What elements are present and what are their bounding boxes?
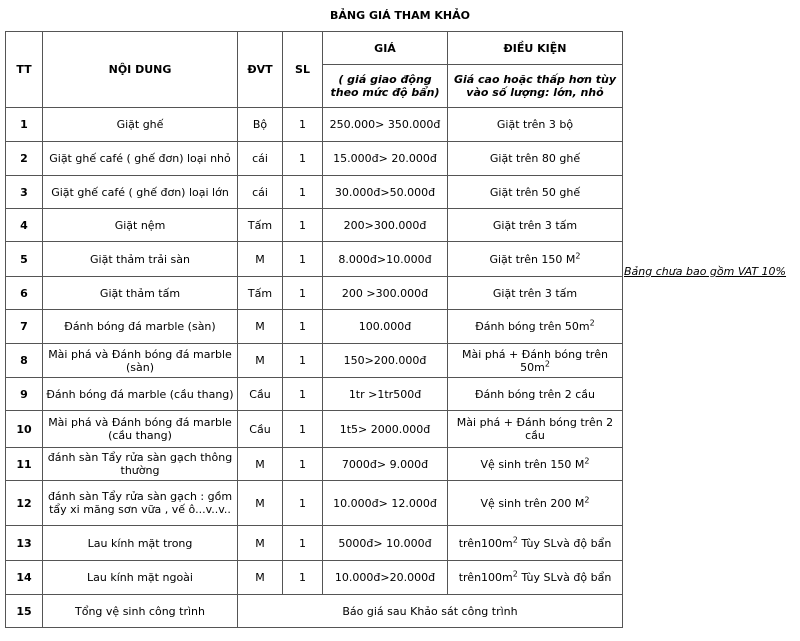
table-row bbox=[6, 526, 623, 561]
table-row bbox=[6, 242, 623, 277]
row-unit: cái bbox=[238, 176, 283, 209]
row-number: 9 bbox=[6, 378, 43, 411]
row-qty: 1 bbox=[283, 277, 323, 310]
row-qty: 1 bbox=[283, 411, 323, 448]
row-condition-superscript: 2 bbox=[589, 318, 595, 328]
row-content: Đánh bóng đá marble (sàn) bbox=[43, 310, 238, 344]
row-qty: 1 bbox=[283, 142, 323, 176]
row-content: Giặt nệm bbox=[43, 209, 238, 242]
row-qty: 1 bbox=[283, 561, 323, 595]
row-condition-text: Giặt trên 3 tấm bbox=[492, 286, 578, 300]
row-number: 11 bbox=[6, 448, 43, 481]
row-condition bbox=[448, 277, 623, 310]
row-condition-superscript: 2 bbox=[544, 358, 550, 368]
row-qty: 1 bbox=[283, 310, 323, 344]
row-qty: 1 bbox=[283, 526, 323, 561]
table-row bbox=[6, 561, 623, 595]
row-qty: 1 bbox=[283, 344, 323, 378]
row-condition-suffix: Tùy SLvà độ bẩn bbox=[517, 536, 612, 550]
header-condition-note: Giá cao hoặc thấp hơn tùy vào số lượng: lớn, nhỏ bbox=[448, 65, 623, 108]
header-content: NỘI DUNG bbox=[43, 32, 238, 108]
row-unit: Tấm bbox=[238, 209, 283, 242]
row-number: 3 bbox=[6, 176, 43, 209]
row-condition bbox=[448, 378, 623, 411]
row-price: 200>300.000đ bbox=[323, 209, 448, 242]
page-title: BẢNG GIÁ THAM KHẢO bbox=[329, 9, 471, 22]
row-condition bbox=[448, 176, 623, 209]
row-unit: M bbox=[238, 242, 283, 277]
row-condition bbox=[448, 344, 623, 378]
table-row bbox=[6, 108, 623, 142]
row-content: Lau kính mặt trong bbox=[43, 526, 238, 561]
row-condition bbox=[448, 448, 623, 481]
row-condition bbox=[448, 242, 623, 277]
table-row bbox=[6, 448, 623, 481]
table-row bbox=[6, 378, 623, 411]
row-content: đánh sàn Tẩy rửa sàn gạch thông thường bbox=[43, 448, 238, 481]
table-row bbox=[6, 277, 623, 310]
row-number: 1 bbox=[6, 108, 43, 142]
table-row bbox=[6, 344, 623, 378]
row-number: 5 bbox=[6, 242, 43, 277]
row-condition bbox=[448, 209, 623, 242]
row-condition-text: Đánh bóng trên 50m bbox=[475, 320, 590, 333]
row-price: 30.000đ>50.000đ bbox=[323, 176, 448, 209]
row-condition-text: Vệ sinh trên 200 M bbox=[480, 496, 585, 510]
row-price: 1tr >1tr500đ bbox=[323, 378, 448, 411]
row-price: 1t5> 2000.000đ bbox=[323, 411, 448, 448]
row-content: Tổng vệ sinh công trình bbox=[43, 595, 238, 628]
row-qty: 1 bbox=[283, 242, 323, 277]
row-number: 8 bbox=[6, 344, 43, 378]
row-unit: M bbox=[238, 561, 283, 595]
row-condition-superscript: 2 bbox=[584, 494, 590, 504]
header-condition: ĐIỀU KIỆN bbox=[448, 32, 623, 65]
row-condition-text: trên100m bbox=[458, 536, 513, 550]
row-content: đánh sàn Tẩy rửa sàn gạch : gồm tẩy xi măng sơn vữa , vế ô...v..v.. bbox=[43, 481, 238, 526]
row-price: 10.000đ>20.000đ bbox=[323, 561, 448, 595]
row-unit: Tấm bbox=[238, 277, 283, 310]
header-qty: SL bbox=[283, 32, 323, 108]
row-price: 100.000đ bbox=[323, 310, 448, 344]
table-row bbox=[6, 310, 623, 344]
row-qty: 1 bbox=[283, 209, 323, 242]
row-number: 4 bbox=[6, 209, 43, 242]
row-content: Giặt ghế café ( ghế đơn) loại nhỏ bbox=[43, 142, 238, 176]
row-qty: 1 bbox=[283, 448, 323, 481]
row-number: 13 bbox=[6, 526, 43, 561]
row-condition-text: Giặt trên 3 bộ bbox=[496, 118, 574, 131]
row-condition-text: Giặt trên 50 ghế bbox=[489, 185, 581, 199]
row-condition-text: Giặt trên 150 M bbox=[489, 252, 576, 266]
row-condition bbox=[448, 526, 623, 561]
vat-note: Bảng chưa bao gồm VAT 10% bbox=[624, 265, 787, 278]
table-row bbox=[6, 176, 623, 209]
row-content: Giặt thảm trải sàn bbox=[43, 242, 238, 277]
row-number: 12 bbox=[6, 481, 43, 526]
row-price: 8.000đ>10.000đ bbox=[323, 242, 448, 277]
row-unit: Bộ bbox=[238, 108, 283, 142]
row-condition-text: Đánh bóng trên 2 cầu bbox=[475, 387, 595, 401]
header-tt: TT bbox=[6, 32, 43, 108]
row-qty: 1 bbox=[283, 481, 323, 526]
row-condition bbox=[448, 108, 623, 142]
row-unit: Cầu bbox=[238, 411, 283, 448]
row-condition bbox=[448, 561, 623, 595]
table-row bbox=[6, 209, 623, 242]
row-condition-suffix: Tùy SLvà độ bẩn bbox=[517, 571, 612, 584]
row-unit: M bbox=[238, 344, 283, 378]
row-condition-superscript: 2 bbox=[512, 534, 518, 544]
header-unit: ĐVT bbox=[238, 32, 283, 108]
row-unit: M bbox=[238, 481, 283, 526]
row-unit: M bbox=[238, 526, 283, 561]
row-condition-text: Giặt trên 3 tấm bbox=[492, 218, 578, 232]
table-row bbox=[6, 595, 623, 628]
row-content: Mài phá và Đánh bóng đá marble (cầu thang) bbox=[43, 411, 238, 448]
row-qty: 1 bbox=[283, 108, 323, 142]
row-condition-superscript: 2 bbox=[512, 569, 518, 579]
row-price: 10.000đ> 12.000đ bbox=[323, 481, 448, 526]
header-price: GIÁ bbox=[323, 32, 448, 65]
row-content: Lau kính mặt ngoài bbox=[43, 561, 238, 595]
row-number: 7 bbox=[6, 310, 43, 344]
row-condition-text: trên100m bbox=[458, 571, 513, 584]
table-row bbox=[6, 481, 623, 526]
row-condition bbox=[448, 481, 623, 526]
row-qty: 1 bbox=[283, 176, 323, 209]
row-condition-text: Vệ sinh trên 150 M bbox=[480, 457, 585, 471]
row-content: Giặt ghế café ( ghế đơn) loại lớn bbox=[43, 176, 238, 209]
row-number: 15 bbox=[6, 595, 43, 628]
row-unit: cái bbox=[238, 142, 283, 176]
row-content: Giặt ghế bbox=[43, 108, 238, 142]
row-condition bbox=[448, 142, 623, 176]
row-number: 2 bbox=[6, 142, 43, 176]
row-price: 7000đ> 9.000đ bbox=[323, 448, 448, 481]
row-condition-superscript: 2 bbox=[584, 455, 590, 465]
row-content: Giặt thảm tấm bbox=[43, 277, 238, 310]
row-qty: 1 bbox=[283, 378, 323, 411]
row-number: 10 bbox=[6, 411, 43, 448]
row-condition-superscript: 2 bbox=[575, 250, 581, 260]
header-price-note: ( giá giao động theo mức độ bẩn) bbox=[323, 65, 448, 108]
row-price: 200 >300.000đ bbox=[323, 277, 448, 310]
row-price: 250.000> 350.000đ bbox=[323, 108, 448, 142]
row-merged-note: Báo giá sau Khảo sát công trình bbox=[238, 595, 623, 628]
row-content: Đánh bóng đá marble (cầu thang) bbox=[43, 378, 238, 411]
row-price: 150>200.000đ bbox=[323, 344, 448, 378]
row-price: 15.000đ> 20.000đ bbox=[323, 142, 448, 176]
row-condition bbox=[448, 411, 623, 448]
row-condition-text: Giặt trên 80 ghế bbox=[489, 152, 581, 165]
row-number: 14 bbox=[6, 561, 43, 595]
row-unit: M bbox=[238, 310, 283, 344]
row-condition bbox=[448, 310, 623, 344]
row-number: 6 bbox=[6, 277, 43, 310]
table-row bbox=[6, 142, 623, 176]
row-content: Mài phá và Đánh bóng đá marble (sàn) bbox=[43, 344, 238, 378]
price-table bbox=[5, 31, 623, 628]
row-price: 5000đ> 10.000đ bbox=[323, 526, 448, 561]
row-unit: Cầu bbox=[238, 378, 283, 411]
row-condition-text: Mài phá + Đánh bóng trên 2 cầu bbox=[456, 416, 614, 442]
table-row bbox=[6, 411, 623, 448]
row-unit: M bbox=[238, 448, 283, 481]
row-condition-text: Mài phá + Đánh bóng trên 50m bbox=[462, 347, 608, 374]
